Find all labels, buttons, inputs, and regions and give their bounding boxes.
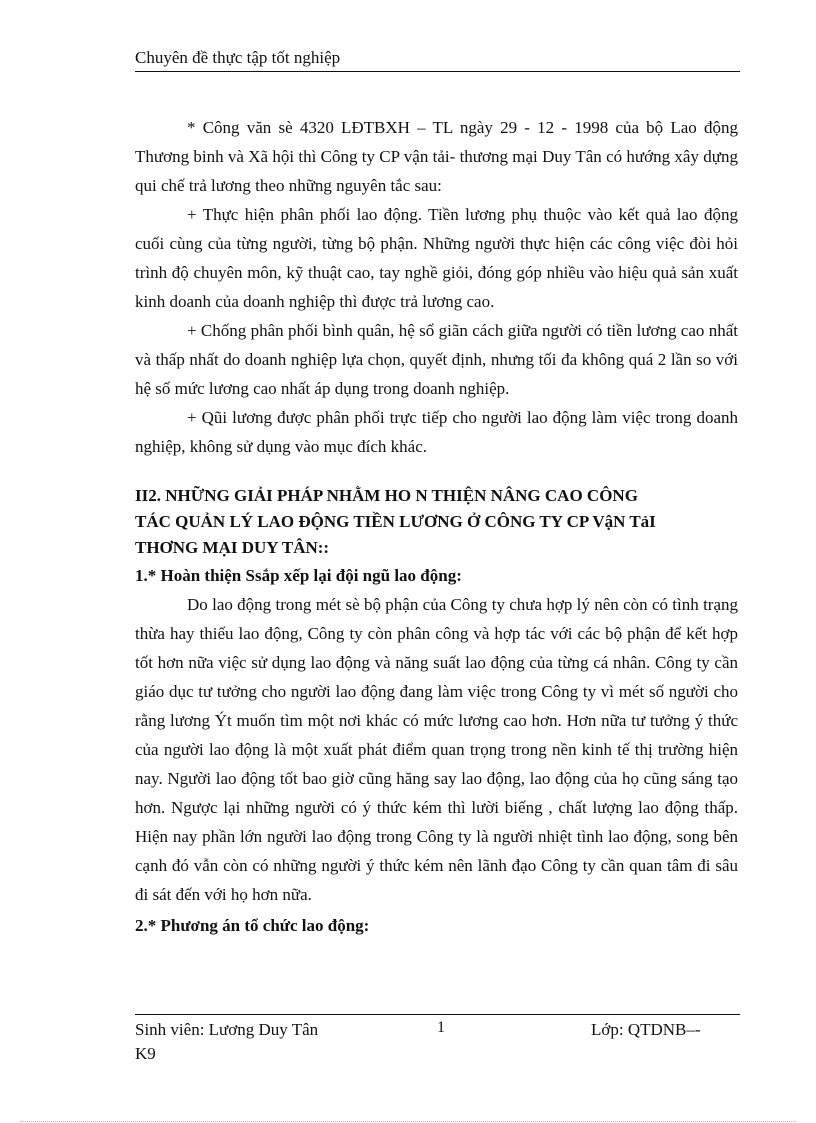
section-heading-line-1: II2. NHỮNG GIẢI PHÁP NHẰM HO N THIỆN NÂNG CAO CÔNG — [135, 486, 638, 505]
page-bottom-edge — [20, 1121, 796, 1122]
subsection-2-title: 2.* Phương án tổ chức lao động: — [135, 916, 370, 935]
paragraph-labor-distribution: + Thực hiện phân phối lao động. Tiền lương phụ thuộc vào kết quả lao động cuối cùng của từng người, từng bộ phận. Những người thực hiện các công việc đòi hỏi trình độ chuyên môn, kỹ thuật cao, tay nghề giỏi, đóng góp nhiều vào hiệu quả sản xuất kinh doanh của doanh nghiệp thì được trả lương cao. — [135, 205, 738, 311]
section-heading — [135, 483, 738, 561]
footer-divider — [135, 1014, 740, 1015]
paragraph-anti-average: + Chống phân phối bình quân, hệ số giãn cách giữa người có tiền lương cao nhất và thấp nhất do doanh nghiệp lựa chọn, quyết định, nhưng tối đa không quá 2 lần so với hệ số mức lương cao nhất áp dụng trong doanh nghiệp. — [135, 321, 738, 398]
document-body — [135, 113, 738, 940]
paragraph-wage-fund: + Qũi lương được phân phối trực tiếp cho người lao động làm việc trong doanh nghiệp, không sử dụng vào mục đích khác. — [135, 408, 738, 456]
footer-class-suffix: K9 — [135, 1044, 156, 1063]
footer-student: Sinh viên: Lương Duy Tân — [135, 1020, 319, 1039]
footer-class: Lớp: QTDNB–- — [591, 1020, 701, 1039]
subsection-1-title: 1.* Hoàn thiện Ssắp xếp lại đội ngũ lao động: — [135, 566, 462, 585]
running-header: Chuyên đề thực tập tốt nghiệp — [135, 48, 341, 67]
subsection-1-body: Do lao động trong mét sè bộ phận của Công ty chưa hợp lý nên còn có tình trạng thừa hay thiếu lao động, Công ty còn phân công và hợp tác với các bộ phận để kết hợp tốt hơn nữa việc sử dụng lao động và năng suất lao động của từng cá nhân. Công ty cần giáo dục tư tưởng cho người lao động đang làm việc trong Công ty vì mét số người cho rằng lương Ýt muốn tìm một nơi khác có mức lương cao hơn. Hơn nữa tư tưởng ý thức của người lao động là một xuất phát điểm quan trọng trong nền kinh tế thị trường hiện nay. Người lao động tốt bao giờ cũng hăng say lao động, lao động của họ cũng sáng tạo hơn. Ngược lại những người có ý thức kém thì lười biếng , chất lượng lao động thấp. Hiện nay phần lớn người lao động trong Công ty là người nhiệt tình lao động, song bên cạnh đó vẫn còn có những người ý thức kém nên lãnh đạo Công ty cần quan tâm đi sâu đi sát đến với họ hơn nữa. — [135, 595, 738, 904]
paragraph-official-letter: * Công văn sè 4320 LĐTBXH – TL ngày 29 - 12 - 1998 của bộ Lao động Thương binh và Xã hội thì Công ty CP vận tải- thương mại Duy Tân có hướng xây dựng qui chế trả lương theo những nguyên tắc sau: — [135, 118, 738, 195]
header-divider — [135, 71, 740, 72]
section-heading-line-3: THƠNG MẠI DUY TÂN:: — [135, 538, 330, 557]
section-heading-line-2: TÁC QUẢN LÝ LAO ĐỘNG TIỀN LƯƠNG Ở CÔNG TY CP VậN TảI — [135, 512, 656, 531]
page-number: 1 — [437, 1019, 445, 1036]
